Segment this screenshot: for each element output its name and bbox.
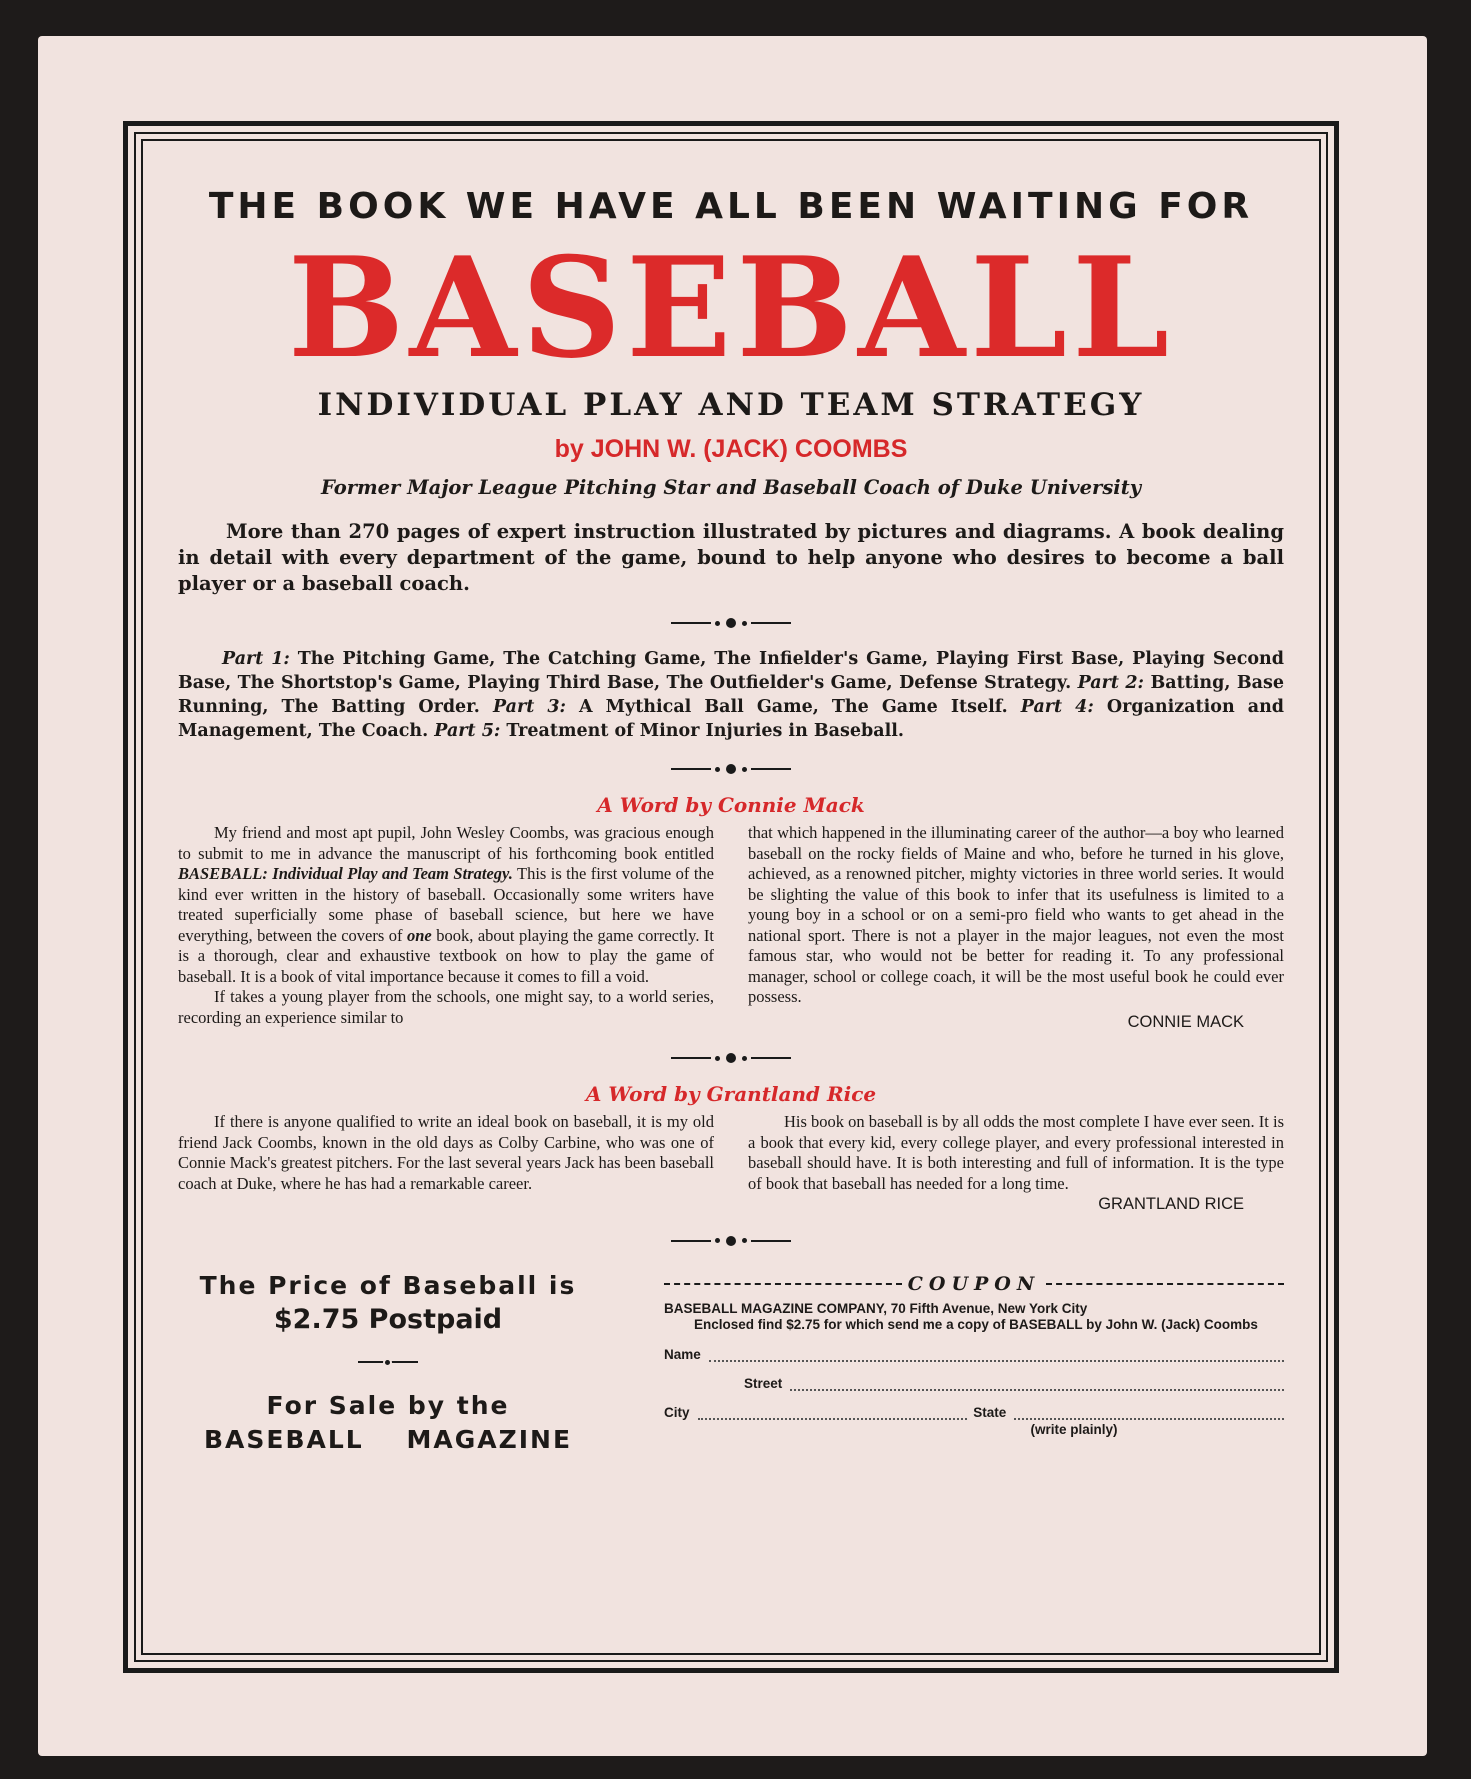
part-text: Batting, Base Running, The Batting Order. [178, 673, 1284, 717]
sale-line-1: For Sale by the [266, 1390, 510, 1420]
order-section [178, 1265, 1284, 1457]
part-label: Part 4: [1020, 697, 1094, 717]
part-label: Part 3: [492, 697, 566, 717]
advertisement-frame [123, 121, 1339, 1673]
part-text: The Pitching Game, The Catching Game, The Infielder's Game, Playing First Base, Playing Second Base, The Shortstop's Game, Playing Third Base, The Outfielder's Game, Defense Strategy. [178, 649, 1284, 693]
state-label: State [973, 1404, 1007, 1420]
headline: THE BOOK WE HAVE ALL BEEN WAITING FOR [208, 186, 1254, 227]
part-label: Part 1: [222, 649, 290, 669]
magazine-page [38, 36, 1427, 1756]
divider-ornament [671, 613, 791, 633]
write-plainly-note: (write plainly) [1030, 1421, 1118, 1437]
coupon-enclosed: Enclosed find $2.75 for which send me a copy of BASEBALL by John W. (Jack) Coombs [694, 1316, 1258, 1332]
city-blank[interactable] [698, 1408, 968, 1420]
part-label: Part 5: [434, 721, 501, 741]
rice-paragraph-2: His book on baseball is by all odds the most complete I have ever seen. It is a book that every kid, every college player, and every professional interested in baseball should have. It is both interesting and full of information. It is the type of book that baseball has needed for a long time. GRANTLAND RICE [748, 1112, 1284, 1213]
rice-testimonial [178, 1112, 1284, 1215]
mack-signature: CONNIE MACK [1127, 1012, 1244, 1031]
mack-heading: A Word by Connie Mack [597, 793, 865, 817]
price-box [178, 1265, 598, 1457]
coupon-address: BASEBALL MAGAZINE COMPANY, 70 Fifth Avenue, New York City [664, 1300, 1088, 1316]
mack-column-right [748, 823, 1284, 1032]
divider-ornament [671, 759, 791, 779]
name-blank[interactable] [709, 1350, 1284, 1362]
state-blank[interactable] [1014, 1408, 1284, 1420]
mack-testimonial [178, 823, 1284, 1032]
name-label: Name [664, 1346, 701, 1362]
part-label: Part 2: [1077, 673, 1145, 693]
mack-column-left [178, 823, 714, 1032]
city-state-field[interactable] [664, 1405, 1284, 1420]
sale-line-2: BASEBALL MAGAZINE [203, 1424, 573, 1454]
book-title: BASEBALL [287, 226, 1175, 389]
rice-column-left [178, 1112, 714, 1215]
coupon-header [664, 1273, 1284, 1295]
table-of-contents [178, 647, 1284, 743]
street-label: Street [744, 1375, 783, 1391]
price-amount: $2.75 Postpaid [273, 1303, 503, 1335]
city-label: City [664, 1404, 690, 1420]
coupon-title: COUPON [907, 1272, 1041, 1295]
part-text: Treatment of Minor Injuries in Baseball. [500, 721, 904, 741]
street-field[interactable] [664, 1376, 1284, 1391]
part-text: Organization and Management, The Coach. [178, 697, 1285, 741]
mini-ornament [358, 1355, 418, 1369]
mack-paragraph-2: If takes a young player from the schools, one might say, to a world series, recording an experience similar to [178, 987, 714, 1027]
mack-paragraph-1: My friend and most apt pupil, John Wesley Coombs, was gracious enough to submit to me in advance the manuscript of his forthcoming book entitled BASEBALL: Individual Play and Team Strategy. This is the first volume of the kind ever written in the history of baseball. Occasionally some writers have treated superficially some phase of baseball science, but here we have everything, between the covers of one book, about playing the game correctly. It is a thorough, clear and exhaustive textbook on how to play the game of baseball. It is a book of vital importance because it comes to fill a void. [178, 823, 714, 986]
mack-paragraph-3: that which happened in the illuminating career of the author—a boy who learned baseball on the rocky fields of Maine and who, before he turned in his glove, achieved, as a renowned pitcher, mighty victories in three world series. It would be slighting the value of this book to infer that its usefulness is limited to a young boy in a school or on a semi-pro field who wants to get ahead in the national sport. There is not a player in the major leagues, not even the most famous star, who would not be better for reading it. To any professional manager, school or college coach, it will be the most useful book he could ever possess. [748, 823, 1284, 1006]
divider-ornament [671, 1231, 791, 1251]
order-coupon[interactable] [664, 1265, 1284, 1457]
intro-paragraph: More than 270 pages of expert instruction illustrated by pictures and diagrams. A book dealing in detail with every department of the game, bound to help anyone who desires to become a ball player or a baseball coach. [178, 520, 1284, 595]
name-field[interactable] [664, 1347, 1284, 1362]
rice-paragraph-1: If there is anyone qualified to write an ideal book on baseball, it is my old friend Jack Coombs, known in the old days as Colby Carbine, who was one of Connie Mack's greatest pitchers. For the last several years Jack has been baseball coach at Duke, where he has had a remarkable career. [178, 1112, 714, 1193]
rice-column-right [748, 1112, 1284, 1215]
author-byline: by JOHN W. (JACK) COOMBS [554, 435, 908, 463]
book-subtitle: INDIVIDUAL PLAY AND TEAM STRATEGY [317, 387, 1145, 423]
advertisement-content [150, 146, 1312, 1648]
author-credential: Former Major League Pitching Star and Baseball Coach of Duke University [320, 476, 1142, 499]
street-blank[interactable] [790, 1379, 1284, 1391]
divider-ornament [671, 1048, 791, 1068]
rice-heading: A Word by Grantland Rice [585, 1082, 877, 1106]
rice-signature: GRANTLAND RICE [1098, 1195, 1244, 1213]
price-label: The Price of Baseball is [199, 1270, 577, 1300]
part-text: A Mythical Ball Game, The Game Itself. [565, 697, 1021, 717]
